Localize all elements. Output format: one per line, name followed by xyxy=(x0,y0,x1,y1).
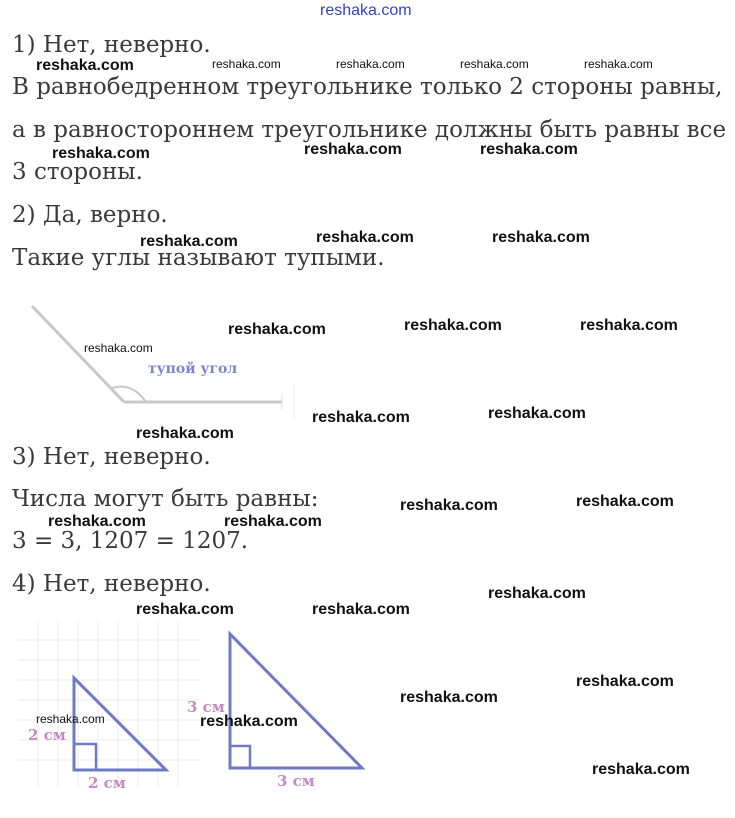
answer-3-heading: 3) Нет, неверно. xyxy=(12,444,211,470)
big-right-angle-mark xyxy=(230,746,250,768)
obtuse-angle-label: тупой угол xyxy=(148,361,238,377)
watermark: reshaka.com xyxy=(460,57,529,71)
big-vertical-dimension: 3 см xyxy=(187,698,225,716)
answer-3-equations: 3 = 3, 1207 = 1207. xyxy=(12,528,249,554)
watermark: reshaka.com xyxy=(580,317,678,334)
grid-background xyxy=(18,622,200,787)
answer-1-text-line-1: В равнобедренном треугольнике только 2 стороны равны, xyxy=(12,74,723,100)
answer-1-heading: 1) Нет, неверно. xyxy=(12,32,211,58)
answer-4-heading: 4) Нет, неверно. xyxy=(12,571,211,597)
small-vertical-dimension: 2 см xyxy=(28,726,66,744)
answer-2-heading: 2) Да, верно. xyxy=(12,202,168,228)
watermark: reshaka.com xyxy=(84,341,153,355)
watermark: reshaka.com xyxy=(488,585,586,602)
big-horizontal-dimension: 3 см xyxy=(277,772,315,790)
site-link[interactable]: reshaka.com xyxy=(320,2,412,19)
watermark: reshaka.com xyxy=(200,713,298,730)
watermark: reshaka.com xyxy=(492,229,590,246)
watermark: reshaka.com xyxy=(316,229,414,246)
watermark: reshaka.com xyxy=(312,601,410,618)
watermark: reshaka.com xyxy=(140,233,238,250)
watermark: reshaka.com xyxy=(36,57,134,74)
small-right-angle-mark xyxy=(74,744,96,770)
answer-1-text-line-2: а в равностороннем треугольнике должны быть равны все xyxy=(12,117,727,143)
watermark: reshaka.com xyxy=(400,497,498,514)
watermark: reshaka.com xyxy=(228,321,326,338)
answer-2-text: Такие углы называют тупыми. xyxy=(12,245,385,271)
watermark: reshaka.com xyxy=(312,409,410,426)
watermark: reshaka.com xyxy=(304,141,402,158)
small-horizontal-dimension: 2 см xyxy=(88,774,126,792)
watermark: reshaka.com xyxy=(36,712,105,726)
watermark: reshaka.com xyxy=(48,513,146,530)
watermark: reshaka.com xyxy=(400,689,498,706)
watermark: reshaka.com xyxy=(584,57,653,71)
watermark: reshaka.com xyxy=(136,601,234,618)
answer-3-text: Числа могут быть равны: xyxy=(12,486,319,512)
watermark: reshaka.com xyxy=(336,57,405,71)
watermark: reshaka.com xyxy=(592,761,690,778)
obtuse-angle-figure xyxy=(0,290,310,430)
watermark: reshaka.com xyxy=(212,57,281,71)
watermark: reshaka.com xyxy=(480,141,578,158)
answer-1-text-line-3: 3 стороны. xyxy=(12,159,143,185)
watermark: reshaka.com xyxy=(224,513,322,530)
watermark: reshaka.com xyxy=(576,673,674,690)
watermark: reshaka.com xyxy=(488,405,586,422)
watermark: reshaka.com xyxy=(52,145,150,162)
watermark: reshaka.com xyxy=(576,493,674,510)
watermark: reshaka.com xyxy=(136,425,234,442)
watermark: reshaka.com xyxy=(404,317,502,334)
